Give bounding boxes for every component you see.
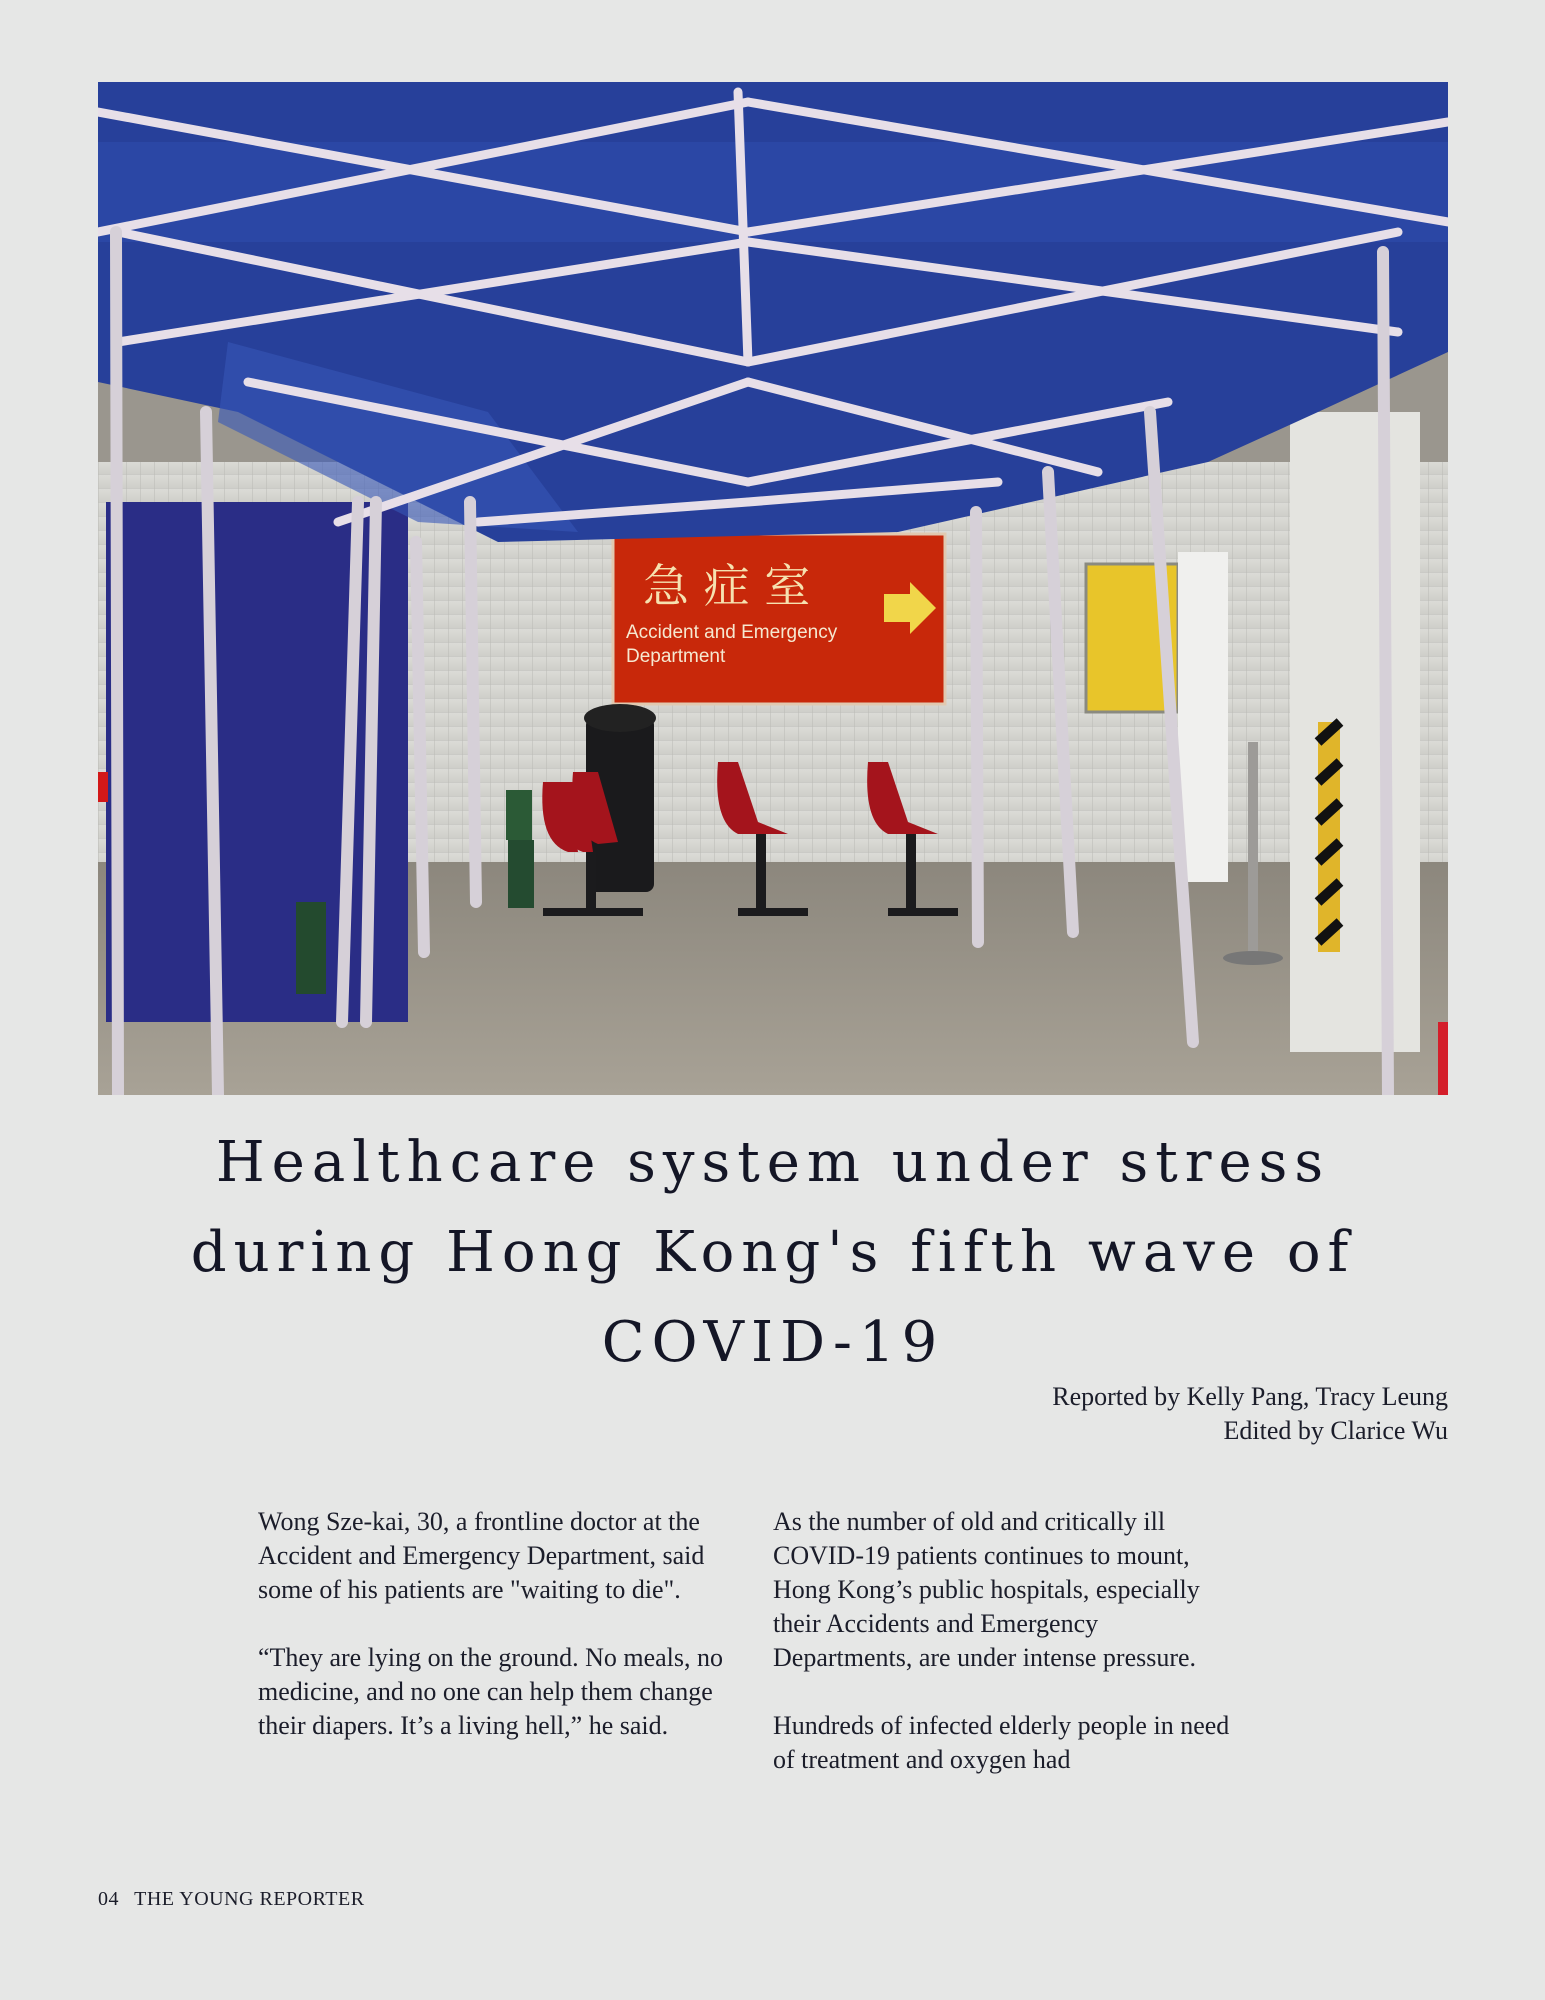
sign-chinese-text: 急 症 室 [643, 559, 811, 613]
paragraph: “They are lying on the ground. No meals, no medicine, and no one can help them change their diapers. It’s a living hell,” he said. [258, 1643, 723, 1740]
emergency-tent-photo [98, 82, 1448, 1095]
paragraph: As the number of old and critically ill COVID-19 patients continues to mount, Hong Kong’s public hospitals, especially their Accidents and Emergency Departments, are under intense pressure. [773, 1507, 1200, 1672]
sign-english-line1: Accident and Emergency [626, 622, 838, 643]
reporter-credit: Reported by Kelly Pang, Tracy Leung [1052, 1382, 1448, 1411]
editor-credit: Edited by Clarice Wu [1223, 1416, 1448, 1445]
page-number: 04 [98, 1888, 119, 1910]
article-credits [1052, 1380, 1448, 1448]
sign-english-line2: Department [626, 646, 726, 667]
body-column-right [773, 1505, 1243, 1811]
page-footer [98, 1888, 375, 1911]
publication-name: THE YOUNG REPORTER [134, 1888, 365, 1910]
body-column-left [258, 1505, 728, 1777]
article-title: Healthcare system under stress during Hong Kong's fifth wave of COVID-19 [190, 1130, 1356, 1375]
paragraph: Hundreds of infected elderly people in need of treatment and oxygen had [773, 1711, 1230, 1774]
paragraph: Wong Sze-kai, 30, a frontline doctor at the Accident and Emergency Department, said some of his patients are "waiting to die". [258, 1507, 705, 1604]
cover-photo [98, 82, 1448, 1095]
